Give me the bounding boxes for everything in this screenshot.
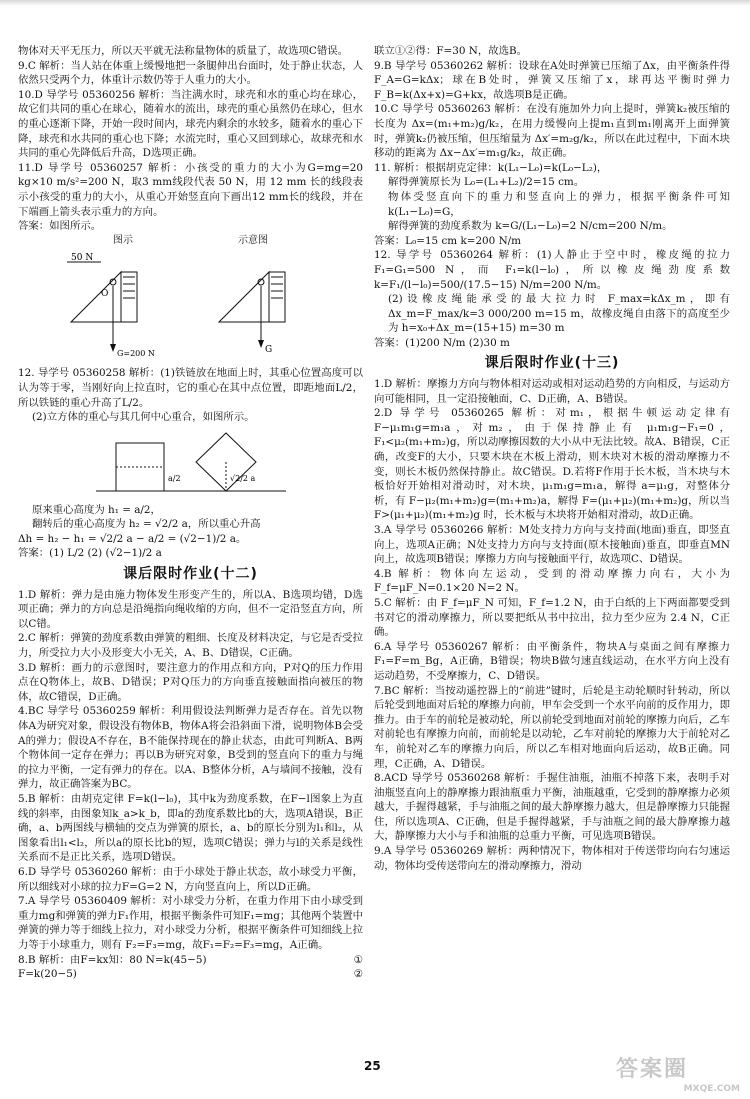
section-title: 课后限时作业(十三) bbox=[484, 355, 620, 372]
answer-11: 11.D 导学号 05360257 解析：小孩受的重力的大小为G=mg=20 kg×10 m/s²=200 N，取3 mm线段代表 50 N，用 12 mm 长的线段表示小孩受的重力的大小，从重心开始竖直向下画出12 mm长的线段，并在下端画上箭头表示重力的方向。 bbox=[18, 161, 363, 218]
formula: Δh = h₂ − h₁ = √2/2 a − a/2 = (√2−1)/2 a。 bbox=[18, 532, 247, 545]
paragraph: 原来重心高度为 h₁ = a/2， bbox=[32, 503, 161, 516]
answer-12: 12. 导学号 05360264 解析：(1)人静止于空中时，橡皮绳的拉力 F₁=G₁=500 N，而 F₁=k(l−l₀)，所以橡皮绳劲度系数 k=F₁/(l−l₀)=500/(17.5−15) N/m=200 N/m。 bbox=[374, 249, 730, 291]
figure-label: 示意图 bbox=[238, 234, 268, 246]
eq-number: ② bbox=[353, 968, 363, 981]
answer-8: 8.B 解析：由F=kx知：80 N=k(45−5) bbox=[18, 953, 207, 966]
answer-7: 7.A 导学号 05360409 解析：对小球受力分析，在重力作用下由小球受到重力mg和弹簧的弹力F₁作用，根据平衡条件可知F₁=mg；其他两个装置中弹簧的弹力等于细线上拉力，对小球受力分析，根据平衡条件可知细线上拉力等于小球重力，则有 F₂=F₃=mg，故F₁=F₂=F₃=mg，A正确。 bbox=[18, 895, 364, 951]
answer-7: 7.BC 解析：当按动遥控器上的“前进”键时，后轮是主动轮顺时针转动，所以后轮受到地面对后轮的摩擦力向前，甲车会受到一个水平向前的反作用力，即推力。由于车的前轮是被动轮，所以前轮受到地面对前轮的摩擦力向后，乙车对前轮也有摩擦力向前，而前轮是以动轮，乙车对前轮的摩擦力大于前轮对乙车，前轮对乙车的摩擦力向后，所以乙车相对地面向后运动，故B正确。同理，C正确，A、D错误。 bbox=[374, 684, 730, 770]
watermark-url: MXQE.COM bbox=[683, 1084, 740, 1094]
answer-9: 9.C 解析：当人站在体重上缓慢地把一条腿伸出台面时，处于静止状态，人依然只受两个力，体重计示数仍等于人重力的大小。 bbox=[18, 59, 363, 87]
diag-label: √2/2 a bbox=[229, 473, 255, 483]
page-number: 25 bbox=[364, 1059, 381, 1073]
answer-6: 6.D 导学号 05360260 解析：由于小球处于静止状态，故小球受力平衡，所以细线对小球的拉力F=G=2 N，方向竖直向上，所以D正确。 bbox=[18, 865, 363, 893]
answer-10: 10.C 导学号 05360263 解析：在没有施加外力向上提时，弹簧k₂被压缩的长度为 Δx=(m₁+m₂)g/k₂，在用力缓慢向上提m₁直到m₁刚离开上面弹簧时，弹簧k₂仍被压缩，但压缩量为 Δx′=m₂g/k₂，所以在此过程中，下面木块移动的距离为 Δx−Δx′=m₁g/k₂，故正确。 bbox=[374, 103, 730, 160]
weight-label: G=200 N bbox=[116, 349, 155, 359]
answer-label: 答案：如图所示。 bbox=[18, 220, 102, 233]
force-diagram-sketch bbox=[211, 252, 321, 362]
answer-3: 3.A 导学号 05360266 解析：M处支持力方向与支持面(地面)垂直，即竖直向上，选项A正确；N处支持力方向与支持面(原木接触面)垂直，即垂直MN向上，故选项B错误；摩擦力方向与接触面平行，故选项C、D错误。 bbox=[374, 524, 730, 566]
paragraph: 物体受竖直向下的重力和竖直向上的弹力，根据平衡条件可知 k(L₁−L₀)=G， bbox=[388, 190, 730, 218]
right-column bbox=[374, 44, 730, 873]
left-column bbox=[18, 44, 363, 982]
force-diagrams bbox=[18, 252, 363, 362]
section-title: 课后限时作业(十二) bbox=[123, 566, 258, 583]
figure-label: 图示 bbox=[113, 234, 133, 246]
equation: F=k(20−5) bbox=[18, 968, 77, 981]
force-diagram-scaled bbox=[61, 252, 181, 362]
eq-number: ① bbox=[353, 953, 363, 966]
answer-3: 3.D 解析：画力的示意图时，要注意力的作用点和方向，P对Q的压力作用点在Q物体上，故B、D错误；P对Q压力的方向垂直接触面指向被压的物体，故C错误，D正确。 bbox=[18, 661, 363, 703]
answer: 答案：L₀=15 cm k=200 N/m bbox=[374, 234, 522, 247]
answer: 答案：(1)200 N/m (2)30 m bbox=[374, 336, 510, 349]
scale-label: 50 N bbox=[70, 253, 93, 264]
answer-4: 4.BC 导学号 05360259 解析：利用假设法判断弹力是否存在。首先以物体A为研究对象，假设没有物体B，物体A将会沿斜面下滑，说明物体B会受A的弹力；假设A不存在，B不能保持现在的静止状态，由此可判断A、B两个物体间一定存在弹力；再以B为研究对象，B受到的竖直向下的重力与绳的拉力平衡，一定有弹力的存在。以A、B整体分析，A与墙间不接触，没有弹力，故正确答案为BC。 bbox=[18, 705, 363, 791]
eq-row bbox=[18, 953, 363, 968]
cube-figure bbox=[96, 429, 286, 499]
answer-5: 5.B 解析：由胡克定律 F=k(l−l₀)，其中k为劲度系数，在F−l图象上为直线的斜率，由图象知k_a>k_b，即a的劲度系数比b的大，选项A错误，B正确，a、b两图线与横轴的交点为弹簧的原长，a、b的原长分别为l₁和l₂，从图象看出l₁<l₂，所以a的原长比b的短，选项C错误；弹力与l的关系是线性关系而不是正比关系，选项D错误。 bbox=[18, 792, 363, 864]
paragraph: 物体对天平无压力，所以天平就无法称量物体的质量了，故选项C错误。 bbox=[18, 45, 349, 57]
half-side-label: a/2 bbox=[167, 473, 181, 483]
weight-label: G bbox=[264, 345, 272, 356]
answer-2: 2.D 导学号 05360265 解析：对m₁，根据牛顿运动定律有 F−μ₁m₁g=m₁a，对m₂，由于保持静止有 μ₁m₁g−F₁=0，F₁<μ₂(m₁+m₂)g，所以动摩擦因数的大小从中无法比较。故A、B错误，C正确，改变F的大小，只要木块在木板上滑动，则木块对木板的滑动摩擦力不变，则长木板仍然保持静止。故C错误。D.若将F作用于长木板，当木块与木板恰好开始相对滑动时，对木块，μ₁m₁g=m₁a，解得 a=μ₁g，对整体分析，有 F−μ₂(m₁+m₂)g=(m₁+m₂)a，解得 F=(μ₁+μ₂)(m₁+m₂)g，所以当 F>(μ₁+μ₂)(m₁+m₂)g 时，长木板与木块将开始相对滑动，故D正确。 bbox=[374, 407, 730, 522]
answer-12: 12. 导学号 05360258 解析：(1)铁链放在地面上时，其重心位置高度可以认为等于零，当刚好向上拉直时，它的重心在其中点位置，即距地面L/2，所以铁链的重心升高了L/2。 bbox=[18, 367, 363, 409]
answer-2: 2.C 解析：弹簧的劲度系数由弹簧的粗细、长度及材料决定，与它是否受拉力，所受拉力大小及形变大小无关，A、B、D错误，C正确。 bbox=[18, 632, 363, 660]
answer-9: 9.A 导学号 05360269 解析：两种情况下，物体相对于传送带均向右匀速运动，物体均受传送带向左的滑动摩擦力，滑动 bbox=[374, 845, 730, 872]
answer-1: 1.D 解析：摩擦力方向与物体相对运动或相对运动趋势的方向相反，与运动方向可能相同，且一定沿接触面，C、D正确，A、B错误。 bbox=[374, 378, 730, 405]
answer-4: 4.B 解析：物体向左运动，受到的滑动摩擦力向右，大小为 F_f=μF_N=0.1×20 N=2 N。 bbox=[374, 567, 730, 595]
watermark-text: 答案圈 bbox=[616, 1057, 689, 1082]
paragraph: 解得弹簧的劲度系数为 k=G/(L₁−L₀)=2 N/cm=200 N/m。 bbox=[388, 220, 673, 233]
watermark-logo bbox=[616, 1052, 744, 1094]
answer-1: 1.D 解析：弹力是由施力物体发生形变产生的，所以A、B选项均错，D选项正确；弹力的方向总是沿绳指向绳收缩的方向，但不一定沿竖直方向，所以C错。 bbox=[18, 588, 363, 630]
paragraph: 联立①②得：F=30 N，故选B。 bbox=[374, 45, 528, 57]
paragraph: 解得弹簧原长为 L₀=(L₁+L₂)/2=15 cm。 bbox=[388, 176, 585, 189]
answer-11: 11. 解析：根据胡克定律：k(L₁−L₀)=k(L₀−L₂)， bbox=[374, 161, 608, 174]
figure-labels bbox=[61, 234, 321, 249]
answer-10: 10.D 导学号 05360256 解析：当注满水时，球壳和水的重心均在球心，故它们共同的重心在球心，随着水的流出，球壳的重心虽然仍在球心，但水的重心逐渐下降，开始一段时间内，球壳内剩余的水较多，随着水的重心下降，球壳和水共同的重心也下降；水流完时，重心又回到球心，故球壳和水共同的重心先降低后升高，D选项正确。 bbox=[18, 88, 363, 160]
answer-6: 6.A 导学号 05360267 解析：由平衡条件，物块A与桌面之间有摩擦力 F₁=F=m_Bg，A正确，B错误；物块B做匀速直线运动，在水平方向上没有运动趋势，不受摩擦力，C、D错误。 bbox=[374, 640, 730, 682]
answer: 答案：(1) L/2 (2) (√2−1)/2 a bbox=[18, 547, 162, 560]
paragraph: (2)设橡皮绳能承受的最大拉力时 F_max=kΔx_m，即有 Δx_m=F_max/k=3 000/200 m=15 m，故橡皮绳自由落下的高度至少为 h=x₀+Δx_m=(15+15) m=30 m bbox=[388, 293, 730, 335]
top-edge bbox=[0, 0, 750, 6]
cube-diagram bbox=[18, 429, 363, 499]
paragraph: (2)立方体的重心与其几何中心重合，如图所示。 bbox=[32, 411, 255, 424]
answer-8: 8.ACD 导学号 05360268 解析：手握住油瓶，油瓶不掉落下来，表明手对油瓶竖直向上的静摩擦力跟油瓶重力平衡，油瓶越重，它受到的静摩擦力必须越大，手握得越紧，手与油瓶之间的最大静摩擦力越大，但是静摩擦力只能握住，所以选项A、C正确，但是手握得越紧，手与油瓶之间的最大静摩擦力越大，静摩擦力大小与手和油瓶的总重力平衡，可见选项B错误。 bbox=[374, 772, 730, 843]
center-label: O bbox=[100, 289, 108, 300]
paragraph: 翻转后的重心高度为 h₂ = √2/2 a，所以重心升高 bbox=[32, 518, 261, 531]
answer-5: 5.C 解析：由 F_f=μF_N 可知，F_f=1.2 N，由于白纸的上下两面都要受到书对它的滑动摩擦力，所以要把纸从书中拉出，拉力至少应为 2.4 N，C正确。 bbox=[374, 596, 730, 639]
eq-row bbox=[18, 967, 363, 982]
answer-9: 9.B 导学号 05360262 解析：设球在A处时弹簧已压缩了Δx，由平衡条件得 F_A=G=kΔx；球在B处时，弹簧又压缩了x，球再达平衡时弹力 F_B=k(Δx+x)=G+kx，故选项B是正确。 bbox=[374, 59, 730, 101]
